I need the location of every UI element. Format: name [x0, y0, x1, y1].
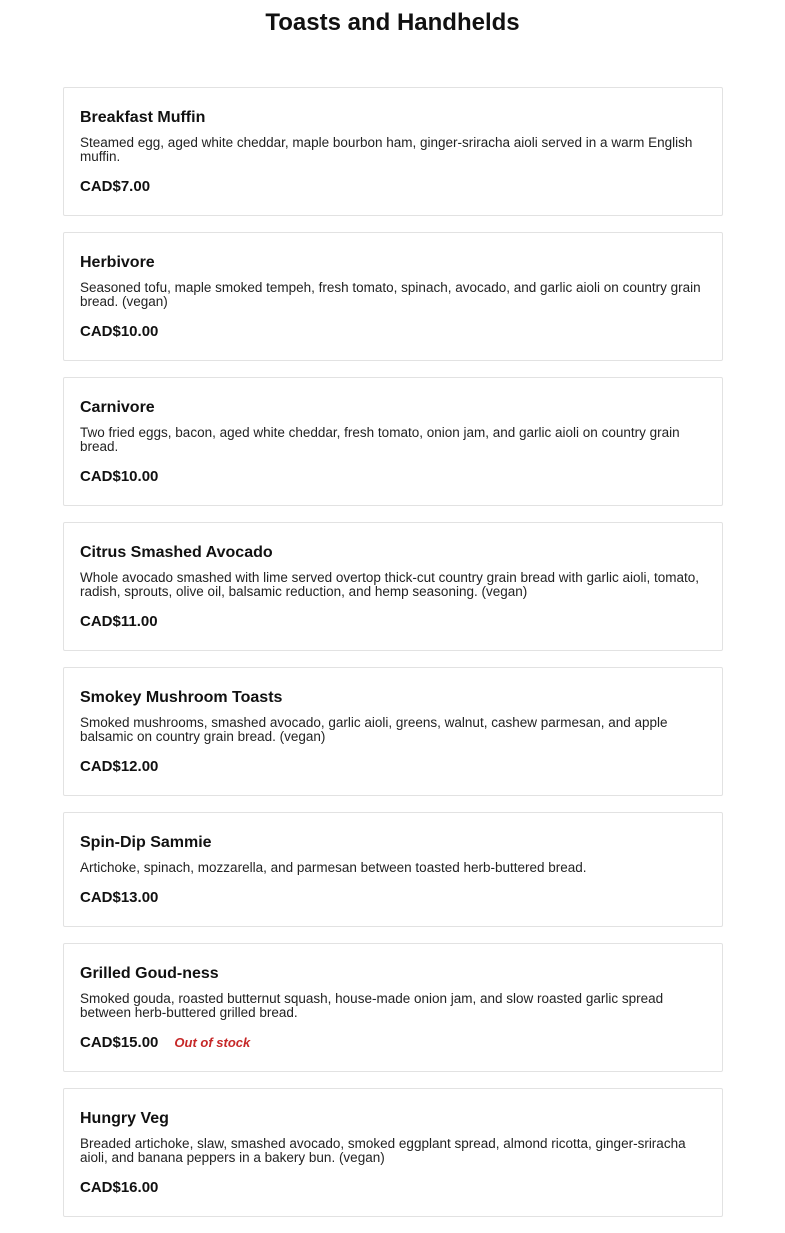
item-name: Spin-Dip Sammie — [80, 834, 212, 851]
item-description: Smoked gouda, roasted butternut squash, house-made onion jam, and slow roasted garlic spread between herb-buttered grilled bread. — [80, 991, 664, 1020]
menu-item-smokey-mushroom-toasts[interactable] — [63, 667, 723, 796]
item-description: Smoked mushrooms, smashed avocado, garlic aioli, greens, walnut, cashew parmesan, and apple balsamic on country grain bread. (vegan) — [80, 715, 668, 744]
out-of-stock-badge: Out of stock — [174, 1035, 251, 1050]
price-row — [80, 1033, 706, 1053]
item-description: Artichoke, spinach, mozzarella, and parmesan between toasted herb-buttered bread. — [80, 860, 587, 875]
price-row — [80, 612, 706, 632]
menu-item-hungry-veg[interactable] — [63, 1088, 723, 1217]
item-name: Breakfast Muffin — [80, 109, 206, 126]
price-row — [80, 1178, 706, 1198]
price-row — [80, 322, 706, 342]
menu-item-herbivore[interactable] — [63, 232, 723, 361]
item-price: CAD$10.00 — [80, 468, 159, 485]
item-price: CAD$13.00 — [80, 889, 159, 906]
item-name: Citrus Smashed Avocado — [80, 544, 273, 561]
menu-item-citrus-smashed-avocado[interactable] — [63, 522, 723, 651]
item-name: Grilled Goud-ness — [80, 965, 219, 982]
price-row — [80, 177, 706, 197]
item-description: Breaded artichoke, slaw, smashed avocado, smoked eggplant spread, almond ricotta, ginger-sriracha aioli, and banana peppers in a bakery bun. (vegan) — [80, 1136, 686, 1165]
page-title: Toasts and Handhelds — [265, 9, 520, 36]
menu-item-grilled-goud-ness[interactable] — [63, 943, 723, 1072]
menu-list — [63, 87, 723, 1233]
menu-item-carnivore[interactable] — [63, 377, 723, 506]
item-name: Hungry Veg — [80, 1110, 169, 1127]
item-description: Steamed egg, aged white cheddar, maple bourbon ham, ginger-sriracha aioli served in a warm English muffin. — [80, 135, 693, 164]
item-price: CAD$16.00 — [80, 1179, 159, 1196]
item-price: CAD$7.00 — [80, 178, 151, 195]
item-price: CAD$10.00 — [80, 323, 159, 340]
item-description: Whole avocado smashed with lime served overtop thick-cut country grain bread with garlic aioli, tomato, radish, sprouts, olive oil, balsamic reduction, and hemp seasoning. (vegan) — [80, 570, 700, 599]
price-row — [80, 888, 706, 908]
item-name: Herbivore — [80, 254, 155, 271]
price-row — [80, 757, 706, 777]
price-row — [80, 467, 706, 487]
item-price: CAD$12.00 — [80, 758, 159, 775]
item-price: CAD$15.00 — [80, 1034, 159, 1051]
menu-item-breakfast-muffin[interactable] — [63, 87, 723, 216]
item-price: CAD$11.00 — [80, 613, 158, 630]
item-name: Carnivore — [80, 399, 155, 416]
menu-item-spin-dip-sammie[interactable] — [63, 812, 723, 927]
item-description: Seasoned tofu, maple smoked tempeh, fresh tomato, spinach, avocado, and garlic aioli on country grain bread. (vegan) — [80, 280, 701, 309]
item-description: Two fried eggs, bacon, aged white cheddar, fresh tomato, onion jam, and garlic aioli on country grain bread. — [80, 425, 680, 454]
item-name: Smokey Mushroom Toasts — [80, 689, 283, 706]
